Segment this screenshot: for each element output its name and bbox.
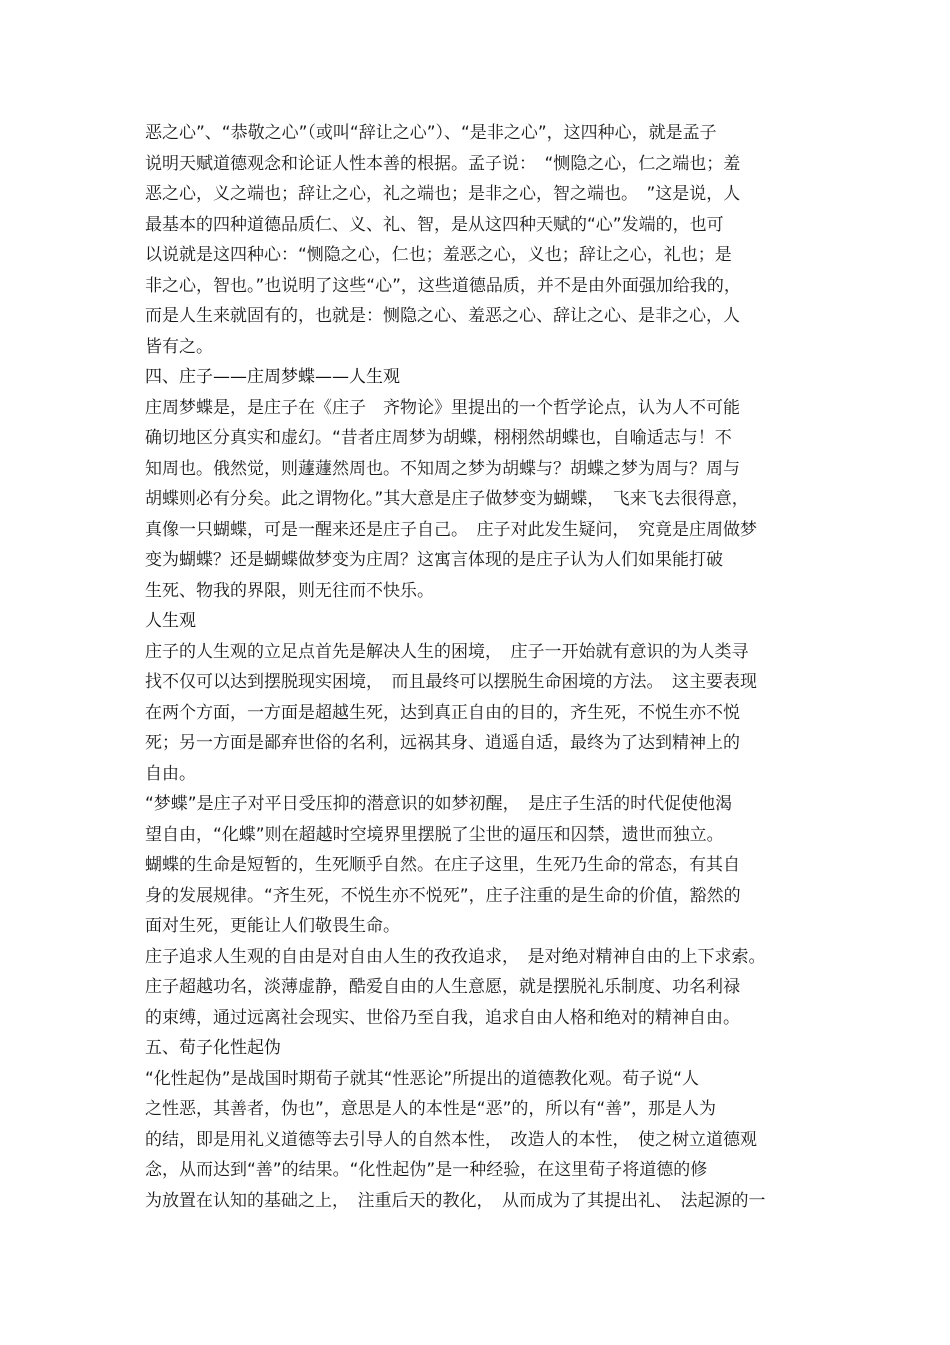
text-line: 蝴蝶的生命是短暂的，生死顺乎自然。在庄子这里，生死乃生命的常态，有其自 (145, 855, 740, 875)
text-line: 而是人生来就固有的，也就是：恻隐之心、羞恶之心、辞让之心、是非之心，人 (145, 306, 740, 326)
text-line: 以说就是这四种心：“恻隐之心，仁也；羞恶之心，义也；辞让之心，礼也；是 (145, 245, 732, 265)
text-line: 真像一只蝴蝶，可是一醒来还是庄子自己。 庄子对此发生疑问， 究竟是庄周做梦 (145, 519, 757, 540)
text-line: 皆有之。 (145, 336, 213, 357)
text-line: 的束缚，通过远离社会现实、世俗乃至自我，追求自由人格和绝对的精神自由。 (145, 1007, 740, 1028)
text-line: 找不仅可以达到摆脱现实困境， 而且最终可以摆脱生命困境的方法。 这主要表现 (145, 672, 757, 692)
text-line: 自由。 (145, 763, 196, 784)
text-line: 胡蝶则必有分矣。此之谓物化。”其大意是庄子做梦变为蝴蝶， 飞来飞去很得意， (145, 489, 749, 509)
text-line: 庄周梦蝶是，是庄子在《庄子 齐物论》里提出的一个哲学论点，认为人不可能 (145, 397, 740, 418)
text-line: 恶之心，义之端也；辞让之心，礼之端也；是非之心，智之端也。 ”这是说，人 (145, 184, 741, 204)
text-line: 为放置在认知的基础之上， 注重后天的教化， 从而成为了其提出礼、 法起源的一 (145, 1190, 766, 1211)
text-line: 望自由，“化蝶”则在超越时空境界里摆脱了尘世的逼压和囚禁，遗世而独立。 (145, 824, 724, 845)
section-heading-xunzi: 五、荀子化性起伪 (145, 1038, 281, 1058)
text-line: 确切地区分真实和虚幻。“昔者庄周梦为胡蝶，栩栩然胡蝶也，自喻适志与！不 (145, 428, 732, 448)
text-line: 变为蝴蝶？还是蝴蝶做梦变为庄周？这寓言体现的是庄子认为人们如果能打破 (145, 550, 723, 570)
section-heading-zhuangzi: 四、庄子——庄周梦蝶——人生观 (145, 367, 400, 387)
text-line: 的结，即是用礼义道德等去引导人的自然本性， 改造人的本性， 使之树立道德观 (145, 1129, 757, 1150)
text-line: 最基本的四种道德品质仁、义、礼、智，是从这四种天赋的“心”发端的，也可 (145, 214, 724, 235)
text-line: 庄子追求人生观的自由是对自由人生的孜孜追求， 是对绝对精神自由的上下求索。 (145, 946, 766, 967)
text-line: “化性起伪”是战国时期荀子就其“性恶论”所提出的道德教化观。荀子说“人 (145, 1068, 700, 1089)
text-line: 生死、物我的界限，则无往而不快乐。 (145, 580, 434, 601)
text-line: 恶之心”、“恭敬之心”（或叫“辞让之心”）、“是非之心”，这四种心，就是孟子 (145, 123, 717, 143)
text-line: 庄子的人生观的立足点首先是解决人生的困境， 庄子一开始就有意识的为人类寻 (145, 641, 749, 662)
text-line: 庄子超越功名，淡薄虚静，酷爱自由的人生意愿，就是摆脱礼乐制度、功名利禄 (145, 977, 740, 997)
text-line: 非之心，智也。”也说明了这些“心”，这些道德品质，并不是由外面强加给我的， (145, 275, 741, 296)
body-text (145, 118, 815, 1216)
text-line: “梦蝶”是庄子对平日受压抑的潜意识的如梦初醒， 是庄子生活的时代促使他渴 (145, 794, 733, 814)
text-line: 在两个方面，一方面是超越生死，达到真正自由的目的，齐生死，不悦生亦不悦 (145, 702, 740, 723)
text-line: 说明天赋道德观念和论证人性本善的根据。孟子说： “恻隐之心，仁之端也；羞 (145, 153, 741, 174)
text-line: 面对生死，更能让人们敬畏生命。 (145, 916, 400, 936)
text-line: 知周也。俄然觉，则蘧蘧然周也。不知周之梦为胡蝶与？胡蝶之梦为周与？周与 (145, 458, 740, 479)
text-line: 之性恶，其善者，伪也”，意思是人的本性是“恶”的，所以有“善”，那是人为 (145, 1099, 717, 1119)
text-line: 死；另一方面是鄙弃世俗的名利，远祸其身、逍遥自适，最终为了达到精神上的 (145, 733, 740, 753)
text-line: 念，从而达到“善”的结果。“化性起伪”是一种经验，在这里荀子将道德的修 (145, 1160, 708, 1180)
subheading-outlook-on-life: 人生观 (145, 611, 196, 631)
text-line: 身的发展规律。“齐生死，不悦生亦不悦死”，庄子注重的是生命的价值，豁然的 (145, 885, 741, 906)
